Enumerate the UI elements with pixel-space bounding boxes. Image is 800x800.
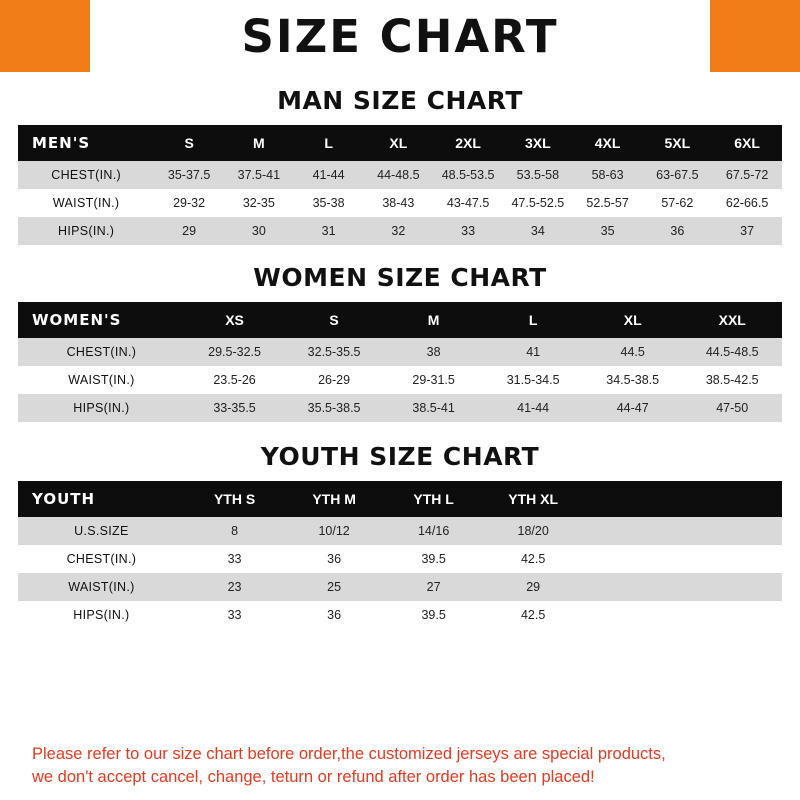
man-row-label-1: WAIST(IN.): [18, 189, 154, 217]
women-section-title: WOMEN SIZE CHART: [253, 263, 547, 292]
youth-header-col-2: YTH L: [384, 481, 484, 517]
women-row-label-0: CHEST(IN.): [18, 338, 185, 366]
table-row: [18, 394, 782, 422]
disclaimer-note: [18, 733, 782, 800]
youth-section-title: YOUTH SIZE CHART: [260, 442, 540, 471]
youth-cell-2-5: [682, 573, 782, 601]
man-cell-2-0: 29: [154, 217, 224, 245]
youth-cell-3-3: 42.5: [483, 601, 583, 629]
youth-row-label-3: HIPS(IN.): [18, 601, 185, 629]
youth-cell-3-1: 36: [284, 601, 384, 629]
table-row: [18, 545, 782, 573]
disclaimer-line-1: Please refer to our size chart before order,the customized jerseys are special products,: [32, 745, 666, 764]
youth-cell-1-1: 36: [284, 545, 384, 573]
youth-cell-2-4: [583, 573, 683, 601]
youth-cell-2-3: 29: [483, 573, 583, 601]
youth-cell-0-3: 18/20: [483, 517, 583, 545]
man-row-label-0: CHEST(IN.): [18, 161, 154, 189]
header-banner-inner: [90, 0, 710, 72]
youth-row-label-0: U.S.SIZE: [18, 517, 185, 545]
women-cell-0-0: 29.5-32.5: [185, 338, 285, 366]
women-header-corner: WOMEN'S: [18, 302, 185, 338]
women-cell-1-1: 26-29: [284, 366, 384, 394]
man-cell-1-6: 52.5-57: [573, 189, 643, 217]
man-cell-0-6: 58-63: [573, 161, 643, 189]
women-cell-2-4: 44-47: [583, 394, 683, 422]
man-cell-1-4: 43-47.5: [433, 189, 503, 217]
youth-header-corner: YOUTH: [18, 481, 185, 517]
man-header-col-4: 2XL: [433, 125, 503, 161]
man-header-col-5: 3XL: [503, 125, 573, 161]
table-row: [18, 601, 782, 629]
man-row-label-2: HIPS(IN.): [18, 217, 154, 245]
table-row: [18, 338, 782, 366]
table-row: [18, 217, 782, 245]
youth-header-col-4: [583, 481, 683, 517]
page-title: SIZE CHART: [241, 9, 559, 63]
man-table-body: [18, 161, 782, 245]
youth-cell-3-0: 33: [185, 601, 285, 629]
table-row: [18, 573, 782, 601]
man-cell-1-1: 32-35: [224, 189, 294, 217]
youth-header-col-1: YTH M: [284, 481, 384, 517]
women-row-label-2: HIPS(IN.): [18, 394, 185, 422]
disclaimer-line-2: we don't accept cancel, change, teturn or refund after order has been placed!: [32, 767, 595, 786]
youth-header-col-0: YTH S: [185, 481, 285, 517]
youth-cell-3-5: [682, 601, 782, 629]
women-cell-2-5: 47-50: [682, 394, 782, 422]
table-row: [18, 189, 782, 217]
man-table-header: [18, 125, 782, 161]
chart-content: [0, 72, 800, 800]
man-cell-0-5: 53.5-58: [503, 161, 573, 189]
women-cell-2-0: 33-35.5: [185, 394, 285, 422]
youth-table-header: [18, 481, 782, 517]
man-header-col-7: 5XL: [642, 125, 712, 161]
man-cell-0-0: 35-37.5: [154, 161, 224, 189]
women-cell-2-1: 35.5-38.5: [284, 394, 384, 422]
man-cell-2-3: 32: [363, 217, 433, 245]
man-header-col-8: 6XL: [712, 125, 782, 161]
youth-table-body: [18, 517, 782, 629]
youth-cell-0-4: [583, 517, 683, 545]
table-header-row: [18, 302, 782, 338]
women-header-col-0: XS: [185, 302, 285, 338]
table-row: [18, 366, 782, 394]
table-row: [18, 161, 782, 189]
man-header-col-1: M: [224, 125, 294, 161]
women-cell-0-4: 44.5: [583, 338, 683, 366]
women-cell-1-0: 23.5-26: [185, 366, 285, 394]
youth-cell-1-3: 42.5: [483, 545, 583, 573]
youth-cell-1-4: [583, 545, 683, 573]
man-cell-1-5: 47.5-52.5: [503, 189, 573, 217]
youth-cell-0-5: [682, 517, 782, 545]
youth-cell-1-5: [682, 545, 782, 573]
man-cell-2-2: 31: [294, 217, 364, 245]
table-header-row: [18, 125, 782, 161]
women-table-header: [18, 302, 782, 338]
man-header-col-6: 4XL: [573, 125, 643, 161]
man-cell-2-5: 34: [503, 217, 573, 245]
women-cell-1-4: 34.5-38.5: [583, 366, 683, 394]
man-cell-1-2: 35-38: [294, 189, 364, 217]
youth-cell-3-4: [583, 601, 683, 629]
women-cell-1-2: 29-31.5: [384, 366, 484, 394]
man-cell-0-4: 48.5-53.5: [433, 161, 503, 189]
man-cell-2-4: 33: [433, 217, 503, 245]
youth-cell-0-1: 10/12: [284, 517, 384, 545]
women-header-col-5: XXL: [682, 302, 782, 338]
youth-cell-0-0: 8: [185, 517, 285, 545]
women-cell-1-5: 38.5-42.5: [682, 366, 782, 394]
youth-cell-1-0: 33: [185, 545, 285, 573]
youth-row-label-2: WAIST(IN.): [18, 573, 185, 601]
man-cell-0-7: 63-67.5: [642, 161, 712, 189]
women-cell-1-3: 31.5-34.5: [483, 366, 583, 394]
man-header-col-3: XL: [363, 125, 433, 161]
youth-size-table: [18, 481, 782, 629]
women-cell-0-1: 32.5-35.5: [284, 338, 384, 366]
youth-cell-3-2: 39.5: [384, 601, 484, 629]
youth-header-col-5: [682, 481, 782, 517]
man-cell-1-7: 57-62: [642, 189, 712, 217]
man-header-col-0: S: [154, 125, 224, 161]
women-header-col-4: XL: [583, 302, 683, 338]
header-banner: [0, 0, 800, 72]
table-header-row: [18, 481, 782, 517]
man-cell-2-7: 36: [642, 217, 712, 245]
man-cell-2-6: 35: [573, 217, 643, 245]
man-cell-1-0: 29-32: [154, 189, 224, 217]
man-cell-1-3: 38-43: [363, 189, 433, 217]
man-cell-0-2: 41-44: [294, 161, 364, 189]
women-size-table: [18, 302, 782, 422]
women-cell-0-2: 38: [384, 338, 484, 366]
women-header-col-3: L: [483, 302, 583, 338]
youth-cell-2-2: 27: [384, 573, 484, 601]
women-row-label-1: WAIST(IN.): [18, 366, 185, 394]
table-row: [18, 517, 782, 545]
man-cell-0-8: 67.5-72: [712, 161, 782, 189]
youth-cell-2-1: 25: [284, 573, 384, 601]
man-header-col-2: L: [294, 125, 364, 161]
women-header-col-1: S: [284, 302, 384, 338]
youth-header-col-3: YTH XL: [483, 481, 583, 517]
man-cell-2-1: 30: [224, 217, 294, 245]
man-size-table: [18, 125, 782, 245]
women-cell-2-3: 41-44: [483, 394, 583, 422]
youth-cell-2-0: 23: [185, 573, 285, 601]
youth-cell-0-2: 14/16: [384, 517, 484, 545]
man-header-corner: MEN'S: [18, 125, 154, 161]
man-section-title: MAN SIZE CHART: [277, 86, 523, 115]
women-cell-0-3: 41: [483, 338, 583, 366]
man-cell-0-3: 44-48.5: [363, 161, 433, 189]
man-cell-2-8: 37: [712, 217, 782, 245]
youth-row-label-1: CHEST(IN.): [18, 545, 185, 573]
man-cell-1-8: 62-66.5: [712, 189, 782, 217]
women-header-col-2: M: [384, 302, 484, 338]
women-cell-0-5: 44.5-48.5: [682, 338, 782, 366]
women-table-body: [18, 338, 782, 422]
youth-cell-1-2: 39.5: [384, 545, 484, 573]
women-cell-2-2: 38.5-41: [384, 394, 484, 422]
man-cell-0-1: 37.5-41: [224, 161, 294, 189]
